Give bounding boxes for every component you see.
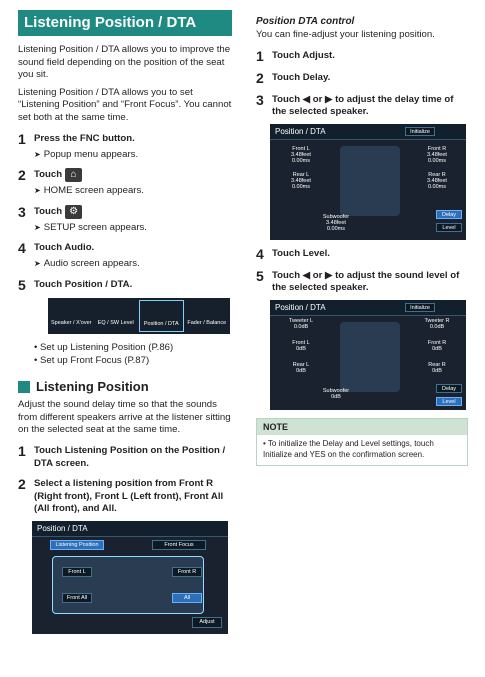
delay-button[interactable]: Delay	[436, 384, 462, 393]
note-box	[256, 418, 468, 466]
page-title: Listening Position / DTA	[18, 10, 232, 36]
tweeter-l-level: Tweeter L 0.0dB	[288, 317, 314, 330]
rear-l-level: Rear L 0dB	[292, 361, 310, 374]
level-screen	[270, 300, 466, 410]
bullet-2: • Set up Front Focus (P.87)	[34, 354, 150, 366]
section-heading: Listening Position	[18, 379, 232, 394]
dta-step-3: 3 Touch ◀ or ▶ to adjust the delay time of the selected speaker.	[256, 91, 454, 118]
screen-title: Position / DTA	[270, 124, 466, 140]
step-1: 1 Press the FNC button.	[18, 130, 135, 147]
tweeter-r-level: Tweeter R 0.0dB	[424, 317, 450, 330]
section-marker-icon	[18, 381, 30, 393]
step-2-result: ➤ HOME screen appears.	[34, 185, 144, 197]
section-text: Adjust the sound delay time so that the sounds from different speakers arrive at the listener sitting on the selected seat at the same time.	[18, 399, 231, 436]
front-r-level: Front R 0dB	[427, 339, 447, 352]
dta-step-5: 5 Touch ◀ or ▶ to adjust the sound level of the selected speaker.	[256, 267, 460, 294]
seat-map	[340, 322, 400, 392]
step-3-result: ➤ SETUP screen appears.	[34, 221, 147, 233]
tab-listening-position[interactable]: Listening Position	[50, 540, 104, 550]
home-icon: ⌂	[65, 168, 82, 182]
front-l-level: Front L 0dB	[292, 339, 310, 352]
right-column	[256, 10, 468, 466]
intro-paragraph: Listening Position / DTA allows you to improve the sound field depending on the position of the seat you sit.	[18, 44, 231, 81]
note-heading: NOTE	[257, 419, 467, 435]
dta-step-1: 1 Touch Adjust.	[256, 47, 335, 64]
front-r-delay: Front R 3.48feet 0.00ms	[427, 145, 447, 164]
seat-map	[340, 146, 400, 216]
bullet-1: • Set up Listening Position (P.86)	[34, 341, 174, 353]
subsection-intro: You can fine-adjust your listening position.	[256, 29, 435, 40]
left-column	[18, 10, 232, 634]
lp-step-1: 1 Touch Listening Position on the Position / DTA screen.	[18, 442, 226, 469]
dta-step-2: 2 Touch Delay.	[256, 69, 331, 86]
rear-r-level: Rear R 0dB	[428, 361, 446, 374]
level-button[interactable]: Level	[436, 223, 462, 232]
step-5: 5 Touch Position / DTA.	[18, 276, 133, 293]
front-all-button[interactable]: Front All	[62, 593, 92, 603]
front-l-delay: Front L 3.48feet 0.00ms	[291, 145, 311, 164]
menu-fader[interactable]: Fader / Balance	[187, 319, 227, 326]
dta-step-4: 4 Touch Level.	[256, 245, 330, 262]
delay-screen	[270, 124, 466, 240]
front-r-button[interactable]: Front R	[172, 567, 202, 577]
step-4-result: ➤ Audio screen appears.	[34, 258, 140, 270]
listening-position-screen	[32, 521, 228, 634]
adjust-button[interactable]: Adjust	[192, 617, 222, 628]
seat-map	[52, 556, 204, 614]
screen-title: Position / DTA	[270, 300, 466, 316]
step-3: 3 Touch ⚙	[18, 205, 232, 220]
all-button[interactable]: All	[172, 593, 202, 603]
step-4: 4 Touch Audio.	[18, 240, 95, 257]
menu-speaker[interactable]: Speaker / X'over	[51, 319, 92, 326]
front-l-button[interactable]: Front L	[62, 567, 92, 577]
note-text: • To initialize the Delay and Level settings, touch Initialize and YES on the confirmation screen.	[263, 438, 434, 459]
step-1-result: ➤ Popup menu appears.	[34, 148, 139, 160]
menu-eq[interactable]: EQ / SW Level	[97, 319, 134, 326]
menu-position[interactable]: Position / DTA	[139, 300, 184, 332]
step-2: 2 Touch ⌂	[18, 168, 232, 183]
gear-icon: ⚙	[65, 205, 82, 219]
subwoofer-level: Subwoofer 0dB	[322, 387, 350, 400]
rear-l-delay: Rear L 3.48feet 0.00ms	[291, 171, 311, 190]
delay-button[interactable]: Delay	[436, 210, 462, 219]
subwoofer-delay: Subwoofer 3.48feet 0.00ms	[322, 213, 350, 232]
initialize-button[interactable]: Initialize	[405, 127, 435, 136]
tab-front-focus[interactable]: Front Focus	[152, 540, 206, 550]
audio-menu-shot	[48, 298, 230, 334]
subsection-title: Position DTA control	[256, 16, 355, 27]
rear-r-delay: Rear R 3.48feet 0.00ms	[427, 171, 447, 190]
lp-step-2: 2 Select a listening position from Front R (Right front), Front L (Left front), Front All (All front), and All.	[18, 476, 224, 515]
intro-paragraph-2: Listening Position / DTA allows you to set “Listening Position” and “Front Focus”. You cannot set both at the same time.	[18, 86, 232, 123]
screen-title: Position / DTA	[32, 521, 228, 537]
level-button[interactable]: Level	[436, 397, 462, 406]
initialize-button[interactable]: Initialize	[405, 303, 435, 312]
